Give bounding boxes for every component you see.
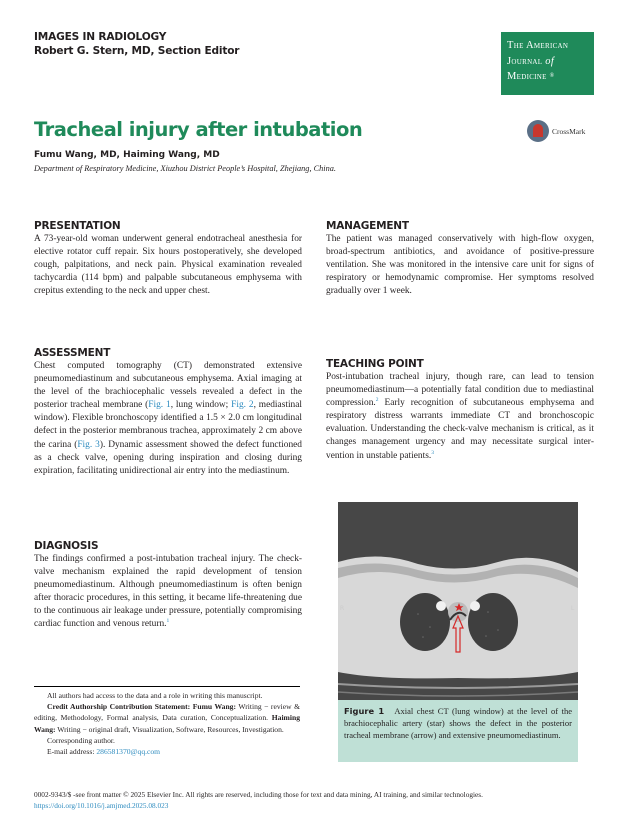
reference-3-link[interactable]: 3 <box>431 449 434 456</box>
copyright-notice: 0002-9343/$ -see front matter © 2025 Elsevier Inc. All rights are reserved, including those for text and data mining, AI training, and similar technologies. <box>34 790 483 799</box>
article-authors: Fumu Wang, MD, Haiming Wang, MD <box>34 150 220 160</box>
assessment-text <box>34 360 302 478</box>
diagnosis-text-body: The findings confirmed a post-intubation tracheal injury. The check-valve mechanism explained the rapid development of tension pneumomediastinum. Although pneumomediastinum is often benign after thoracic procedures, in this setting, it became life-threatening due to the continuous air leakage under pressure, potentially compromising cardiac function and venous return. <box>34 554 302 630</box>
assessment-text-part: , mediastinal window). Flexible bronchoscopy identified a 1.5 × 2.0 cm longitudinal defect in the posterior membranous trachea, approximately 2 cm above the carina ( <box>34 400 303 450</box>
management-heading: MANAGEMENT <box>326 220 409 232</box>
crossmark-button[interactable] <box>527 120 585 142</box>
article-title: Tracheal injury after intubation <box>34 118 363 141</box>
assessment-heading: ASSESSMENT <box>34 347 111 359</box>
ct-scan-image[interactable] <box>338 502 578 700</box>
figure-caption-text: Axial chest CT (lung window) at the level of the brachiocephalic artery (star) shows the defect in the posterior tracheal membrane (arrow) and extensive pneumomediastinum. <box>344 706 572 741</box>
reference-1-link[interactable]: 1 <box>166 618 170 625</box>
teaching-text-part: Early recognition of subcutaneous emphysema and respiratory distress warrants immediate CT and bronchoscopic evaluation. Understanding the check-valve mechanism is critical, as it changes management urgency and may necessitate surgical intervention in unstable patients. <box>326 398 594 461</box>
journal-logo-line2: Journal <box>507 55 543 67</box>
reference-2-link[interactable]: 2 <box>375 397 379 404</box>
figure-1-link[interactable]: Fig. 1 <box>148 400 171 411</box>
diagnosis-heading: DIAGNOSIS <box>34 540 99 552</box>
footnote-access: All authors had access to the data and a role in writing this manuscript. <box>47 691 263 700</box>
assessment-text-part: ). Dynamic assessment showed the defect functioned as a check valve, opening during inspiration and closing during expiration, facilitating unidirectional air entry into the mediastinum. <box>34 439 302 476</box>
assessment-text-part: , lung window; <box>170 400 232 411</box>
article-affiliation: Department of Respiratory Medicine, Xiuzhou District People’s Hospital, Zhejiang, China. <box>34 164 336 173</box>
footnote-divider <box>34 686 300 687</box>
credit-author-1: Fumu Wang: <box>192 702 236 712</box>
journal-logo[interactable] <box>501 32 594 95</box>
page-footer <box>34 790 483 811</box>
section-header <box>34 30 239 58</box>
email-label: E-mail address: <box>47 747 97 757</box>
section-diagnosis <box>34 540 302 632</box>
teaching-point-heading: TEACHING POINT <box>326 358 424 370</box>
figure-1 <box>338 502 578 762</box>
footnote-corresponding: Corresponding author. <box>47 735 115 745</box>
crossmark-label: CrossMark <box>552 126 586 136</box>
teaching-point-text <box>326 371 594 463</box>
section-teaching-point <box>326 358 594 463</box>
figure-3-link[interactable]: Fig. 3 <box>77 439 100 450</box>
crossmark-icon <box>527 120 549 142</box>
management-text: The patient was managed conservatively with high-flow oxygen, broad-spectrum antibiotics, and avoidance of positive-pressure ventilation. She was monitored in the intensive care unit for signs of respiratory or hemodynamic compromise. Her symptoms resolved gradually over 1 week. <box>326 234 594 297</box>
journal-logo-line3: Medicine <box>507 71 547 83</box>
section-editor: Robert G. Stern, MD, Section Editor <box>34 45 240 57</box>
credit-author-1-roles: Writing − review & editing, Methodology, Formal analysis, Data curation, Conceptualization. <box>34 702 300 723</box>
orientation-left-label: L <box>571 605 575 612</box>
orientation-right-label: R <box>340 605 345 612</box>
footnote-credit <box>34 701 300 735</box>
assessment-text-part: Chest computed tomography (CT) demonstrated extensive pneumomediastinum and subcutaneous emphysema. Axial imaging at the level of the brachiocephalic vessels revealed a defect in the posterior tracheal membrane ( <box>34 361 302 411</box>
presentation-text: A 73-year-old woman underwent general endotracheal anesthesia for elective rotator cuff repair. Six hours postoperatively, she developed cough, palpitations, and neck pain. Physical examination revealed tachycardia (114 bpm) and palpable subcutaneous emphysema with crepitus extending to the neck and upper chest. <box>34 234 302 297</box>
credit-author-2: Haiming Wang: <box>34 713 301 734</box>
doi-link[interactable]: https://doi.org/10.1016/j.amjmed.2025.08.023 <box>34 800 169 810</box>
figure-label: Figure 1 <box>344 706 385 716</box>
email-link[interactable]: 286581370@qq.com <box>96 747 161 757</box>
section-assessment <box>34 347 302 478</box>
journal-logo-line1: The American <box>507 40 569 51</box>
figure-caption <box>344 705 572 742</box>
teaching-text-part: Post-intubation tracheal injury, though rare, can lead to tension pneumomediastinum—a potentially fatal condition due to mediastinal compression. <box>326 372 594 409</box>
credit-label: Credit Authorship Contribution Statement: <box>47 702 191 712</box>
section-presentation <box>34 220 302 298</box>
presentation-heading: PRESENTATION <box>34 220 121 232</box>
figure-2-link[interactable]: Fig. 2 <box>231 400 254 411</box>
footnote-email <box>34 746 300 757</box>
registered-mark: ® <box>549 73 555 79</box>
journal-logo-of: of <box>545 55 555 67</box>
section-management <box>326 220 594 298</box>
credit-author-2-roles: Writing − original draft, Visualization, Software, Resources, Investigation. <box>55 724 284 734</box>
section-name: IMAGES IN RADIOLOGY <box>34 31 167 43</box>
footnotes <box>34 690 300 757</box>
ct-scan-drawing <box>338 502 578 700</box>
diagnosis-text <box>34 553 302 632</box>
